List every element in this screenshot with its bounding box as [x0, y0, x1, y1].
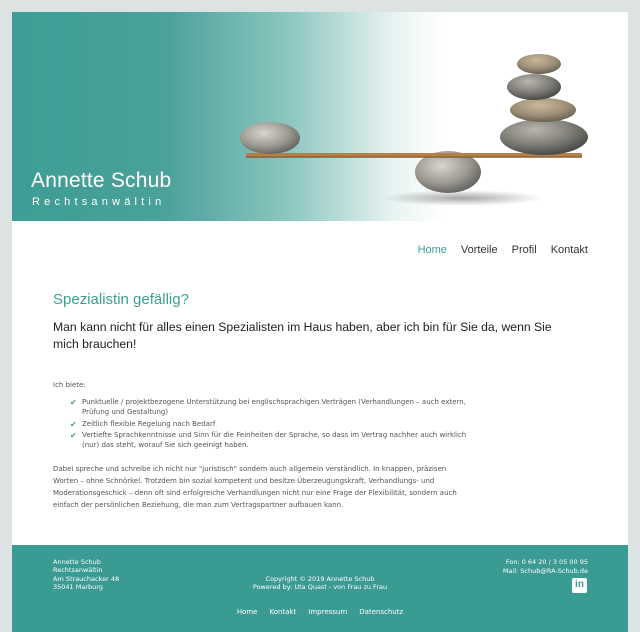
footer-link-kontakt[interactable]: Kontakt	[269, 608, 297, 616]
nav-profil[interactable]: Profil	[511, 244, 537, 256]
main-content	[53, 291, 552, 511]
footer-link-datenschutz[interactable]: Datenschutz	[359, 608, 404, 616]
copyright: Copyright © 2019 Annette Schub	[265, 575, 375, 583]
footer-link-home[interactable]: Home	[236, 608, 258, 616]
check-icon: ✔	[70, 431, 77, 441]
footer-link-impressum[interactable]: Impressum	[308, 608, 348, 616]
offer-list	[53, 398, 473, 451]
list-item	[70, 420, 473, 430]
page	[12, 12, 628, 632]
hero-banner	[12, 12, 628, 221]
linkedin-glyph: in	[575, 579, 584, 590]
list-item	[70, 398, 473, 418]
main-nav	[418, 244, 588, 256]
offer-text: Vertiefte Sprachkenntnisse und Sinn für die Feinheiten der Sprache, so dass im Vertrag nachher auch wirklich (nur) das steht, worauf Sie sich geeinigt haben.	[82, 431, 467, 450]
body-paragraph: Dabei spreche und schreibe ich nicht nur "juristisch" sondern auch allgemein verständlich. In knappen, präzisen Worten – ohne Schnörkel. Trotzdem bin sozial kompetent und besitze Überzeugungskraft, Verhandlungs- und Moderationsgeschick – denn oft sind erfolgreiche Verhandlungen nicht nur eine Frage der Flexibilität, sondern auch einfach der persönlichen Beziehung, die man zum Vertragspartner aufbauen kann.	[53, 464, 457, 509]
nav-home[interactable]: Home	[417, 244, 447, 256]
address-line: Annette Schub	[53, 558, 101, 566]
nav-kontakt[interactable]: Kontakt	[550, 244, 588, 256]
check-icon: ✔	[70, 398, 77, 407]
phone-number: Fon: 0 64 20 / 3 05 00 95	[505, 558, 588, 566]
email-link[interactable]: Mail: Schub@RA-Schub.de	[502, 567, 588, 575]
offer-text: Punktuelle / projektbezogene Unterstützung bei englischsprachigen Verträgen (Verhandlungen – auch extern, Prüfung und Gestaltung)	[82, 398, 466, 416]
check-icon: ✔	[70, 419, 77, 429]
site-title[interactable]: Annette Schub	[31, 169, 172, 192]
lead-text: Man kann nicht für alles einen Spezialisten im Haus haben, aber ich bin für Sie da, wenn Sie mich brauchen!	[53, 320, 552, 351]
address-line: Am Strauchacker 48	[53, 574, 120, 583]
balance-stones-image	[212, 32, 592, 217]
footer-credits	[12, 575, 628, 591]
footer-contact	[503, 558, 588, 576]
offer-label: Ich biete:	[53, 381, 86, 389]
footer	[12, 545, 628, 632]
powered-by[interactable]: Powered by: Uta Quast - von Frau zu Frau	[252, 583, 388, 591]
site-subtitle: Rechtsanwältin	[32, 196, 166, 208]
offer-text: Zeitlich flexible Regelung nach Bedarf	[82, 419, 216, 428]
address-line: Rechtsanwältin	[53, 566, 103, 575]
page-heading: Spezialistin gefällig?	[53, 291, 189, 308]
linkedin-icon[interactable]	[572, 578, 587, 593]
address-line: 35041 Marburg	[53, 582, 103, 591]
nav-vorteile[interactable]: Vorteile	[460, 244, 498, 256]
list-item	[70, 431, 473, 451]
footer-links	[12, 608, 628, 616]
